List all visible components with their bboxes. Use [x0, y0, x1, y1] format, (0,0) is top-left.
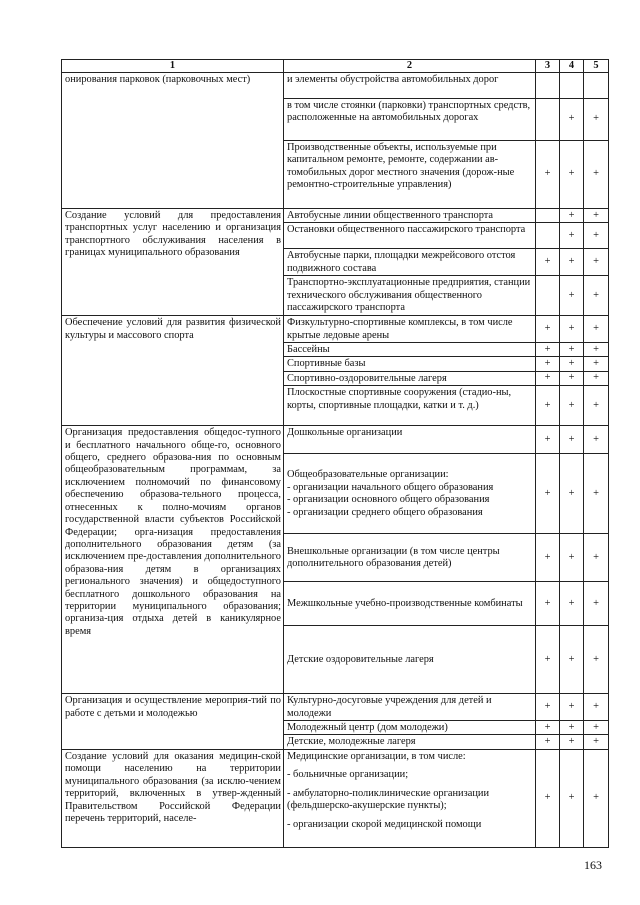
mark-cell-col-4: + [560, 209, 584, 223]
mark-cell-col-5: + [584, 454, 609, 534]
mark-cell-col-5: + [584, 316, 609, 343]
mark-cell-col-4: + [560, 371, 584, 385]
mark-cell-col-5: + [584, 534, 609, 582]
table-row [62, 426, 609, 454]
object-cell [284, 426, 536, 454]
mark-cell-col-4: + [560, 721, 584, 735]
mark-cell-col-5: + [584, 209, 609, 223]
mark-cell-col-4: + [560, 343, 584, 357]
mark-cell-col-5: + [584, 735, 609, 749]
mark-cell-col-5: + [584, 249, 609, 276]
object-label: Культурно-досуговые учреждения для детей и молодежи [287, 695, 492, 719]
object-label: и элементы обустройства автомобильных дорог [287, 74, 499, 85]
object-label: Дошкольные организации [287, 427, 403, 439]
object-cell [284, 386, 536, 426]
mark-cell-col-4 [560, 73, 584, 99]
category-cell: Организация предоставления общедос-тупного и бесплатного начального обще-го, основного общего, среднего образова-ния по основным общеобразовательным программам, за исключением полномочий по финансовому обеспечению образова-тельного процесса, отнесенных к полно-мочиям органов государственной власти субъектов Российской Федерации; орга-низация предоставления дополнительного образования детям (за исключением пре-доставления дополнительного образова-ния детям в организациях регионального значения) и общедоступного бесплатного дошкольного образования на территории муниципального образования; организа-ция отдыха детей в каникулярное время [62, 426, 284, 694]
header-col-4: 4 [560, 60, 584, 73]
mark-cell-col-3: + [536, 426, 560, 454]
mark-cell-col-3: + [536, 249, 560, 276]
mark-cell-col-4: + [560, 276, 584, 316]
object-label: Производственные объекты, используемые при капитальном ремонте, ремонте, содержании ав-томобильных дорог местного значения (дорож-ные ремонтно-строительные управления) [287, 142, 515, 191]
mark-cell-col-3 [536, 223, 560, 249]
object-label: Спортивно-оздоровительные лагеря [287, 372, 447, 384]
object-label: Внешкольные организации (в том числе центры дополнительного образования детей) [287, 545, 500, 570]
mark-cell-col-3: + [536, 721, 560, 735]
object-sub-item: - организации среднего общего образования [287, 506, 483, 518]
mark-cell-col-4: + [560, 626, 584, 694]
table-row [62, 694, 609, 721]
mark-cell-col-4: + [560, 735, 584, 749]
object-cell [284, 73, 536, 99]
object-label: Транспортно-эксплуатационные предприятия, станции технического обслуживания общественного пассажирского транспорта [287, 277, 531, 314]
object-cell [284, 721, 536, 735]
object-label: Автобусные линии общественного транспорта [287, 210, 494, 221]
mark-cell-col-4: + [560, 386, 584, 426]
table-row [62, 209, 609, 223]
mark-cell-col-4: + [560, 426, 584, 454]
mark-cell-col-5: + [584, 343, 609, 357]
mark-cell-col-4: + [560, 454, 584, 534]
mark-cell-col-3: + [536, 316, 560, 343]
mark-cell-col-3 [536, 73, 560, 99]
table-body [62, 73, 609, 848]
mark-cell-col-4: + [560, 99, 584, 141]
object-cell [284, 735, 536, 749]
mark-cell-col-3: + [536, 454, 560, 534]
object-cell [284, 694, 536, 721]
object-cell [284, 276, 536, 316]
object-label: Медицинские организации, в том числе: [287, 750, 466, 762]
object-cell [284, 534, 536, 582]
object-label: Автобусные парки, площадки межрейсового отстоя подвижного состава [287, 250, 516, 274]
object-cell [284, 316, 536, 343]
object-cell [284, 343, 536, 357]
object-cell [284, 626, 536, 694]
object-sub-item: - больничные организации; [287, 769, 409, 781]
object-label: Плоскостные спортивные сооружения (стадио-ны, корты, спортивные площадки, катки и т. д.) [287, 387, 512, 411]
table-row [62, 316, 609, 343]
mark-cell-col-3: + [536, 343, 560, 357]
object-sub-item: - организации начального общего образования [287, 481, 494, 493]
object-cell [284, 209, 536, 223]
table-row [62, 73, 609, 99]
header-col-5: 5 [584, 60, 609, 73]
object-label: Остановки общественного пассажирского транспорта [287, 224, 526, 236]
mark-cell-col-3: + [536, 694, 560, 721]
object-cell [284, 582, 536, 626]
object-cell [284, 249, 536, 276]
header-col-2: 2 [284, 60, 536, 73]
mark-cell-col-3: + [536, 371, 560, 385]
table-row [62, 749, 609, 847]
object-label: Бассейны [287, 344, 330, 356]
object-cell [284, 141, 536, 209]
mark-cell-col-3: + [536, 749, 560, 847]
mark-cell-col-4: + [560, 141, 584, 209]
object-cell [284, 371, 536, 385]
category-cell: Создание условий для предоставления транспортных услуг населению и организация транспортного обслуживания населения в границах муниципального образования [62, 209, 284, 316]
object-label: Детские оздоровительные лагеря [287, 654, 434, 666]
mark-cell-col-3: + [536, 357, 560, 371]
mark-cell-col-4: + [560, 249, 584, 276]
object-cell [284, 454, 536, 534]
mark-cell-col-5: + [584, 99, 609, 141]
mark-cell-col-3: + [536, 582, 560, 626]
category-cell: онирования парковок (парковочных мест) [62, 73, 284, 209]
mark-cell-col-5: + [584, 276, 609, 316]
object-cell [284, 99, 536, 141]
mark-cell-col-5: + [584, 371, 609, 385]
mark-cell-col-3 [536, 99, 560, 141]
mark-cell-col-5: + [584, 426, 609, 454]
category-cell: Обеспечение условий для развития физической культуры и массового спорта [62, 316, 284, 426]
mark-cell-col-4: + [560, 223, 584, 249]
mark-cell-col-3: + [536, 626, 560, 694]
mark-cell-col-3: + [536, 386, 560, 426]
object-label: Физкультурно-спортивные комплексы, в том числе крытые ледовые арены [287, 317, 513, 341]
object-cell [284, 223, 536, 249]
mark-cell-col-5: + [584, 694, 609, 721]
object-sub-item: - организации основного общего образования [287, 494, 490, 506]
mark-cell-col-5: + [584, 223, 609, 249]
mark-cell-col-5: + [584, 721, 609, 735]
header-col-1: 1 [62, 60, 284, 73]
header-row [62, 60, 609, 73]
object-label: Общеобразовательные организации: [287, 469, 449, 481]
mark-cell-col-3: + [536, 141, 560, 209]
mark-cell-col-3: + [536, 735, 560, 749]
object-label: Межшкольные учебно-производственные комбинаты [287, 598, 523, 610]
mark-cell-col-5: + [584, 626, 609, 694]
mark-cell-col-5 [584, 73, 609, 99]
mark-cell-col-4: + [560, 316, 584, 343]
object-label: Молодежный центр (дом молодежи) [287, 722, 448, 734]
header-col-3: 3 [536, 60, 560, 73]
object-cell [284, 357, 536, 371]
category-cell: Создание условий для оказания медицин-ской помощи населению на территории муниципального образования (за исклю-чением территорий, включенных в утвер-жденный Правительством Российской Федерации перечень территорий, населе- [62, 749, 284, 847]
page-number: 163 [584, 858, 602, 872]
mark-cell-col-4: + [560, 357, 584, 371]
mark-cell-col-5: + [584, 582, 609, 626]
object-sub-item: - организации скорой медицинской помощи [287, 818, 482, 830]
mark-cell-col-4: + [560, 534, 584, 582]
document-table [61, 59, 609, 848]
mark-cell-col-4: + [560, 749, 584, 847]
object-sub-item: - амбулаторно-поликлинические организации (фельдшерско-акушерские пункты); [287, 787, 490, 812]
mark-cell-col-3: + [536, 534, 560, 582]
mark-cell-col-5: + [584, 386, 609, 426]
object-label: Детские, молодежные лагеря [287, 736, 416, 748]
mark-cell-col-4: + [560, 694, 584, 721]
mark-cell-col-4: + [560, 582, 584, 626]
object-label: в том числе стоянки (парковки) транспортных средств, расположенные на автомобильных дорогах [287, 100, 531, 124]
mark-cell-col-5: + [584, 749, 609, 847]
mark-cell-col-3 [536, 276, 560, 316]
mark-cell-col-5: + [584, 141, 609, 209]
mark-cell-col-3 [536, 209, 560, 223]
mark-cell-col-5: + [584, 357, 609, 371]
category-cell: Организация и осуществление мероприя-тий по работе с детьми и молодежью [62, 694, 284, 750]
object-cell [284, 749, 536, 847]
object-label: Спортивные базы [287, 358, 366, 370]
